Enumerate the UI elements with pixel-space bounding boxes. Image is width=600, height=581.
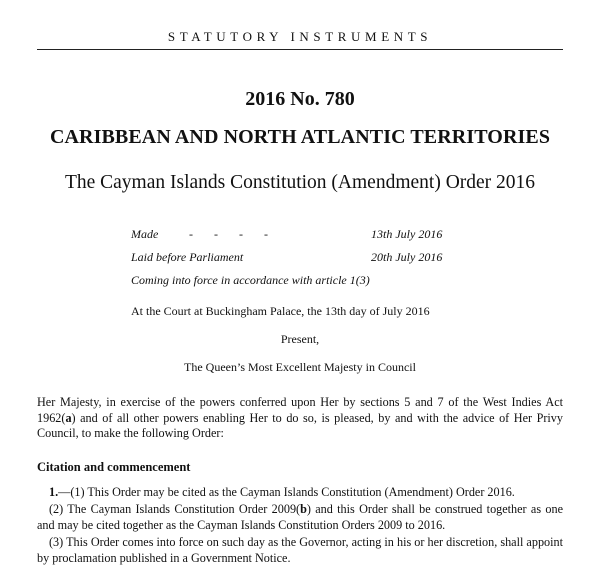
laid-label: Laid before Parliament — [131, 250, 244, 264]
coming-into-force-row — [131, 272, 461, 288]
footnote-ref-b[interactable]: b — [300, 502, 307, 516]
council-line: The Queen’s Most Excellent Majesty in Council — [184, 360, 416, 374]
preamble-text-b: ) and of all other powers enabling Her to do so, is pleased, by and with the advice of Her Privy Council, to make the following Order: — [37, 410, 563, 440]
paragraph-2-text-a: (2) The Cayman Islands Constitution Order 2009( — [49, 502, 301, 516]
court-statement: At the Court at Buckingham Palace, the 13th day of July 2016 — [131, 304, 430, 318]
preamble-paragraph — [37, 395, 563, 442]
present-line: Present, — [280, 332, 320, 346]
made-date-row — [131, 226, 461, 242]
instrument-number: 2016 No. 780 — [245, 88, 355, 110]
made-date: 13th July 2016 — [371, 227, 443, 241]
laid-date-row — [131, 249, 461, 265]
article-1-paragraph-3: (3) This Order comes into force on such day as the Governor, acting in his or her discretion, shall appoint by proclamation published in a Government Notice. — [37, 535, 563, 565]
laid-date: 20th July 2016 — [371, 250, 443, 264]
article-1-paragraph-1 — [37, 485, 563, 501]
article-1-text: —(1) This Order may be cited as the Cayman Islands Constitution (Amendment) Order 2016. — [58, 485, 515, 499]
series-heading: STATUTORY INSTRUMENTS — [167, 29, 433, 44]
instrument-subject: CARIBBEAN AND NORTH ATLANTIC TERRITORIES — [49, 126, 551, 148]
made-label: Made — [131, 227, 159, 241]
footnote-ref-a[interactable]: a — [65, 410, 72, 425]
paragraph-2-text-b: ) and this Order shall be construed together as one and may be cited together as the Cayman Islands Constitution Orders 2009 to 2016. — [37, 502, 563, 532]
made-leader-dots: - - - - — [189, 227, 277, 241]
article-1-paragraph-2 — [37, 502, 563, 533]
coming-into-force-label: Coming into force in accordance with article 1(3) — [131, 273, 370, 287]
instrument-title: The Cayman Islands Constitution (Amendment) Order 2016 — [64, 172, 536, 193]
section-heading: Citation and commencement — [37, 460, 191, 474]
preamble-text-a: Her Majesty, in exercise of the powers conferred upon Her by sections 5 and 7 of the West Indies Act 1962( — [37, 395, 563, 425]
article-number: 1. — [49, 485, 59, 499]
header-rule — [37, 49, 563, 50]
